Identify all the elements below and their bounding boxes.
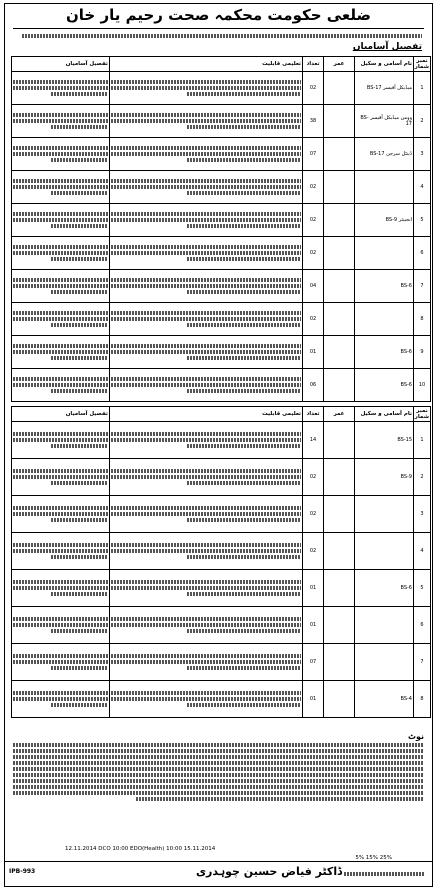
section-heading-1: تفصیل آسامیاں	[352, 42, 422, 52]
cell-count: 02	[303, 72, 324, 105]
cell-qualification	[110, 336, 303, 369]
table-header-row	[12, 407, 431, 422]
cell-count: 01	[303, 681, 324, 718]
cell-number: 6	[414, 607, 431, 644]
cell-remarks	[12, 369, 110, 402]
cell-remarks	[12, 422, 110, 459]
cell-age	[324, 459, 355, 496]
cell-age	[324, 607, 355, 644]
cell-qualification	[110, 204, 303, 237]
col-header-number: نمبر شمار	[414, 58, 429, 70]
cell-number: 4	[414, 171, 431, 204]
advertisement-frame	[4, 3, 433, 887]
cell-qualification	[110, 459, 303, 496]
cell-post: BS-6	[355, 369, 414, 402]
cell-number: 2	[414, 105, 431, 138]
cell-count: 01	[303, 336, 324, 369]
col-header-age: عمر	[324, 57, 355, 72]
col-header-post: نام آسامی و سکیل	[355, 407, 414, 422]
dates-text: 12.11.2014 DCO 10:00 EDO(Health) 10:00 15.11.2014	[65, 846, 216, 852]
cell-qualification	[110, 422, 303, 459]
cell-qualification	[110, 237, 303, 270]
cell-age	[324, 72, 355, 105]
cell-qualification	[110, 570, 303, 607]
col-header-remarks: تفصیل آسامیاں	[12, 407, 110, 422]
cell-age	[324, 270, 355, 303]
cell-qualification	[110, 369, 303, 402]
page-title: ضلعی حکومت محکمہ صحت رحیم یار خان	[65, 6, 372, 24]
cell-remarks	[12, 681, 110, 718]
cell-number: 5	[414, 570, 431, 607]
cell-number: 9	[414, 336, 431, 369]
cell-remarks	[12, 303, 110, 336]
cell-remarks	[12, 204, 110, 237]
col-header-post: نام آسامی و سکیل	[355, 57, 414, 72]
cell-qualification	[110, 681, 303, 718]
cell-age	[324, 681, 355, 718]
table-row	[12, 138, 431, 171]
cell-post	[355, 237, 414, 270]
cell-remarks	[12, 171, 110, 204]
cell-remarks	[12, 336, 110, 369]
cell-post	[355, 496, 414, 533]
cell-age	[324, 422, 355, 459]
col-header-qualification: تعلیمی قابلیت	[110, 57, 303, 72]
cell-post	[355, 607, 414, 644]
table-row	[12, 105, 431, 138]
cell-remarks	[12, 105, 110, 138]
cell-count: 01	[303, 607, 324, 644]
cell-post: وومن میڈیکل آفیسر BS-17	[355, 105, 414, 138]
cell-post: انجینئر BS-9	[355, 204, 414, 237]
cell-remarks	[12, 459, 110, 496]
cell-qualification	[110, 496, 303, 533]
cell-qualification	[110, 105, 303, 138]
table-row	[12, 607, 431, 644]
cell-post: BS-6	[355, 270, 414, 303]
table-row	[12, 336, 431, 369]
cell-count: 02	[303, 533, 324, 570]
cell-number: 3	[414, 496, 431, 533]
table-row	[12, 72, 431, 105]
cell-number: 4	[414, 533, 431, 570]
table-row	[12, 570, 431, 607]
cell-qualification	[110, 533, 303, 570]
title-divider	[13, 28, 424, 29]
signature-block	[5, 861, 432, 884]
cell-count: 04	[303, 270, 324, 303]
table-row	[12, 422, 431, 459]
cell-number: 2	[414, 459, 431, 496]
cell-count: 02	[303, 496, 324, 533]
vacancy-table-2	[11, 406, 431, 718]
cell-remarks	[12, 237, 110, 270]
cell-age	[324, 336, 355, 369]
cell-age	[324, 533, 355, 570]
cell-number: 7	[414, 644, 431, 681]
cell-number: 8	[414, 681, 431, 718]
cell-count: 02	[303, 303, 324, 336]
cell-number: 7	[414, 270, 431, 303]
cell-age	[324, 496, 355, 533]
cell-age	[324, 570, 355, 607]
cell-age	[324, 105, 355, 138]
cell-count: 02	[303, 237, 324, 270]
cell-number: 8	[414, 303, 431, 336]
cell-qualification	[110, 303, 303, 336]
table-row	[12, 496, 431, 533]
cell-age	[324, 138, 355, 171]
cell-age	[324, 171, 355, 204]
cell-qualification	[110, 607, 303, 644]
cell-count: 14	[303, 422, 324, 459]
cell-count: 02	[303, 204, 324, 237]
cell-remarks	[12, 72, 110, 105]
table-row	[12, 303, 431, 336]
cell-post: ڈینٹل سرجن BS-17	[355, 138, 414, 171]
quota-text: 5% 15% 25%	[355, 855, 392, 861]
cell-number: 1	[414, 72, 431, 105]
cell-number: 6	[414, 237, 431, 270]
col-header-count: تعداد	[303, 407, 324, 422]
cell-number: 1	[414, 422, 431, 459]
notes-section	[13, 732, 424, 803]
table-row	[12, 644, 431, 681]
cell-qualification	[110, 270, 303, 303]
cell-post: BS-6	[355, 570, 414, 607]
cell-remarks	[12, 496, 110, 533]
cell-remarks	[12, 270, 110, 303]
notes-text	[13, 743, 424, 801]
table-row	[12, 171, 431, 204]
cell-age	[324, 204, 355, 237]
cell-count: 01	[303, 570, 324, 607]
col-header-qualification: تعلیمی قابلیت	[110, 407, 303, 422]
cell-qualification	[110, 138, 303, 171]
table-row	[12, 204, 431, 237]
cell-qualification	[110, 644, 303, 681]
col-header-number: نمبر شمار	[414, 408, 429, 420]
cell-age	[324, 369, 355, 402]
cell-post	[355, 171, 414, 204]
col-header-age: عمر	[324, 407, 355, 422]
vacancy-table-1	[11, 56, 431, 402]
table-row	[12, 681, 431, 718]
cell-remarks	[12, 607, 110, 644]
cell-remarks	[12, 570, 110, 607]
cell-number: 5	[414, 204, 431, 237]
table-row	[12, 533, 431, 570]
cell-age	[324, 644, 355, 681]
cell-number: 3	[414, 138, 431, 171]
cell-post	[355, 533, 414, 570]
cell-age	[324, 303, 355, 336]
cell-number: 10	[414, 369, 431, 402]
intro-text	[22, 32, 422, 40]
cell-remarks	[12, 533, 110, 570]
table-row	[12, 270, 431, 303]
cell-count: 38	[303, 105, 324, 138]
cell-post	[355, 303, 414, 336]
cell-qualification	[110, 72, 303, 105]
cell-post: BS-9	[355, 459, 414, 496]
cell-count: 07	[303, 138, 324, 171]
cell-post	[355, 644, 414, 681]
cell-remarks	[12, 138, 110, 171]
cell-count: 02	[303, 459, 324, 496]
cell-count: 06	[303, 369, 324, 402]
table-row	[12, 369, 431, 402]
table-row	[12, 459, 431, 496]
cell-post: میڈیکل آفیسر BS-17	[355, 72, 414, 105]
table-row	[12, 237, 431, 270]
signatory-designation	[344, 870, 424, 878]
cell-post: BS-4	[355, 681, 414, 718]
footer-dates	[5, 846, 432, 860]
cell-count: 07	[303, 644, 324, 681]
signatory-name: ڈاکٹر فیاض حسین چوہدری	[195, 865, 342, 878]
table-header-row	[12, 57, 431, 72]
col-header-count: تعداد	[303, 57, 324, 72]
cell-count: 02	[303, 171, 324, 204]
cell-qualification	[110, 171, 303, 204]
ipb-code: IPB-993	[9, 868, 36, 875]
cell-post: BS-6	[355, 336, 414, 369]
cell-remarks	[12, 644, 110, 681]
cell-age	[324, 237, 355, 270]
col-header-remarks: تفصیل آسامیاں	[12, 57, 110, 72]
cell-post: BS-15	[355, 422, 414, 459]
notes-title: نوٹ	[407, 732, 424, 741]
